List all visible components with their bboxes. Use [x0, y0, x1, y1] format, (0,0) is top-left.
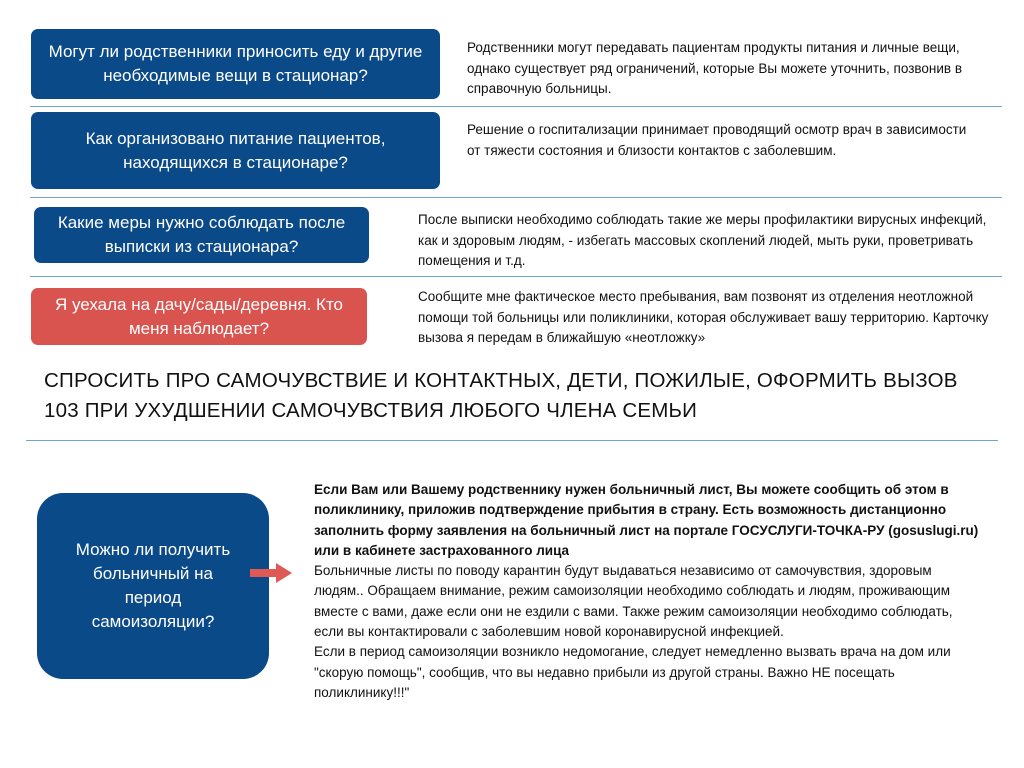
faq-question-text: Как организовано питание пациентов, находящихся в стационаре? — [85, 128, 386, 172]
sick-leave-answer-bold: Если Вам или Вашему родственнику нужен больничный лист, Вы можете сообщить об этом в поликлинику, приложив подтверждение прибытия в страну. Есть возможность дистанционно заполнить форму заявления на больничный лист на портале ГОСУСЛУГИ-ТОЧКА-РУ (gosuslugi.ru) или в кабинете застрахованного лица — [314, 482, 979, 558]
faq-answer-dacha: Сообщите мне фактическое место пребывания, вам позвонят из отделения неотложной помощи той больницы или поликлиники, которая обслуживает вашу территорию. Карточку вызова я передам в ближайшую «неотложку» — [418, 289, 989, 345]
sick-leave-question-text: Можно ли получить больничный на период самоизоляции? — [75, 540, 231, 631]
faq-question-after-discharge — [34, 207, 369, 263]
faq-question-text: Какие меры нужно соблюдать после выписки из стационара? — [57, 213, 346, 256]
sick-leave-answer — [314, 480, 984, 703]
faq-question-food — [31, 29, 440, 99]
faq-question-text: Я уехала на дачу/сады/деревня. Кто меня наблюдает? — [54, 294, 344, 338]
divider — [26, 440, 998, 441]
sick-leave-question — [37, 493, 269, 679]
faq-question-text: Могут ли родственники приносить еду и другие необходимые вещи в стационар? — [48, 42, 423, 85]
faq-question-nutrition — [31, 112, 440, 189]
faq-question-dacha — [31, 288, 367, 345]
section-heading: СПРОСИТЬ ПРО САМОЧУВСТВИЕ И КОНТАКТНЫХ, ДЕТИ, ПОЖИЛЫЕ, ОФОРМИТЬ ВЫЗОВ 103 ПРИ УХУДШЕНИИ САМОЧУВСТВИЯ ЛЮБОГО ЧЛЕНА СЕМЬИ — [44, 369, 958, 422]
faq-answer-food: Родственники могут передавать пациентам продукты питания и личные вещи, однако существует ряд ограничений, которые Вы можете уточнить, позвонив в справочную больницы. — [467, 40, 963, 96]
divider — [30, 276, 1002, 277]
sick-leave-answer-paragraph: Больничные листы по поводу карантин будут выдаваться независимо от самочувствия, здоровым людям.. Обращаем внимание, режим самоизоляции необходимо соблюдать и людям, проживающим вместе с вами, даже если они не ездили с вами. Также режим самоизоляции необходимо соблюдать, если вы контактировали с заболевшим новой коронавирусной инфекцией. — [314, 563, 953, 640]
arrow-right-icon — [250, 562, 294, 584]
sick-leave-answer-paragraph: Если в период самоизоляции возникло недомогание, следует немедленно вызвать врача на дом или "скорую помощь", сообщив, что вы недавно прибыли из другой страны. Важно НЕ посещать поликлинику!!!" — [314, 644, 951, 700]
divider — [30, 106, 1002, 107]
divider — [30, 197, 1002, 198]
faq-answer-hospitalization: Решение о госпитализации принимает проводящий осмотр врач в зависимости от тяжести состояния и близости контактов с заболевшим. — [467, 122, 967, 158]
faq-answer-after-discharge: После выписки необходимо соблюдать такие же меры профилактики вирусных инфекций, как и здоровым людям, - избегать массовых скоплений людей, мыть руки, проветривать помещения и т.д. — [418, 212, 987, 268]
